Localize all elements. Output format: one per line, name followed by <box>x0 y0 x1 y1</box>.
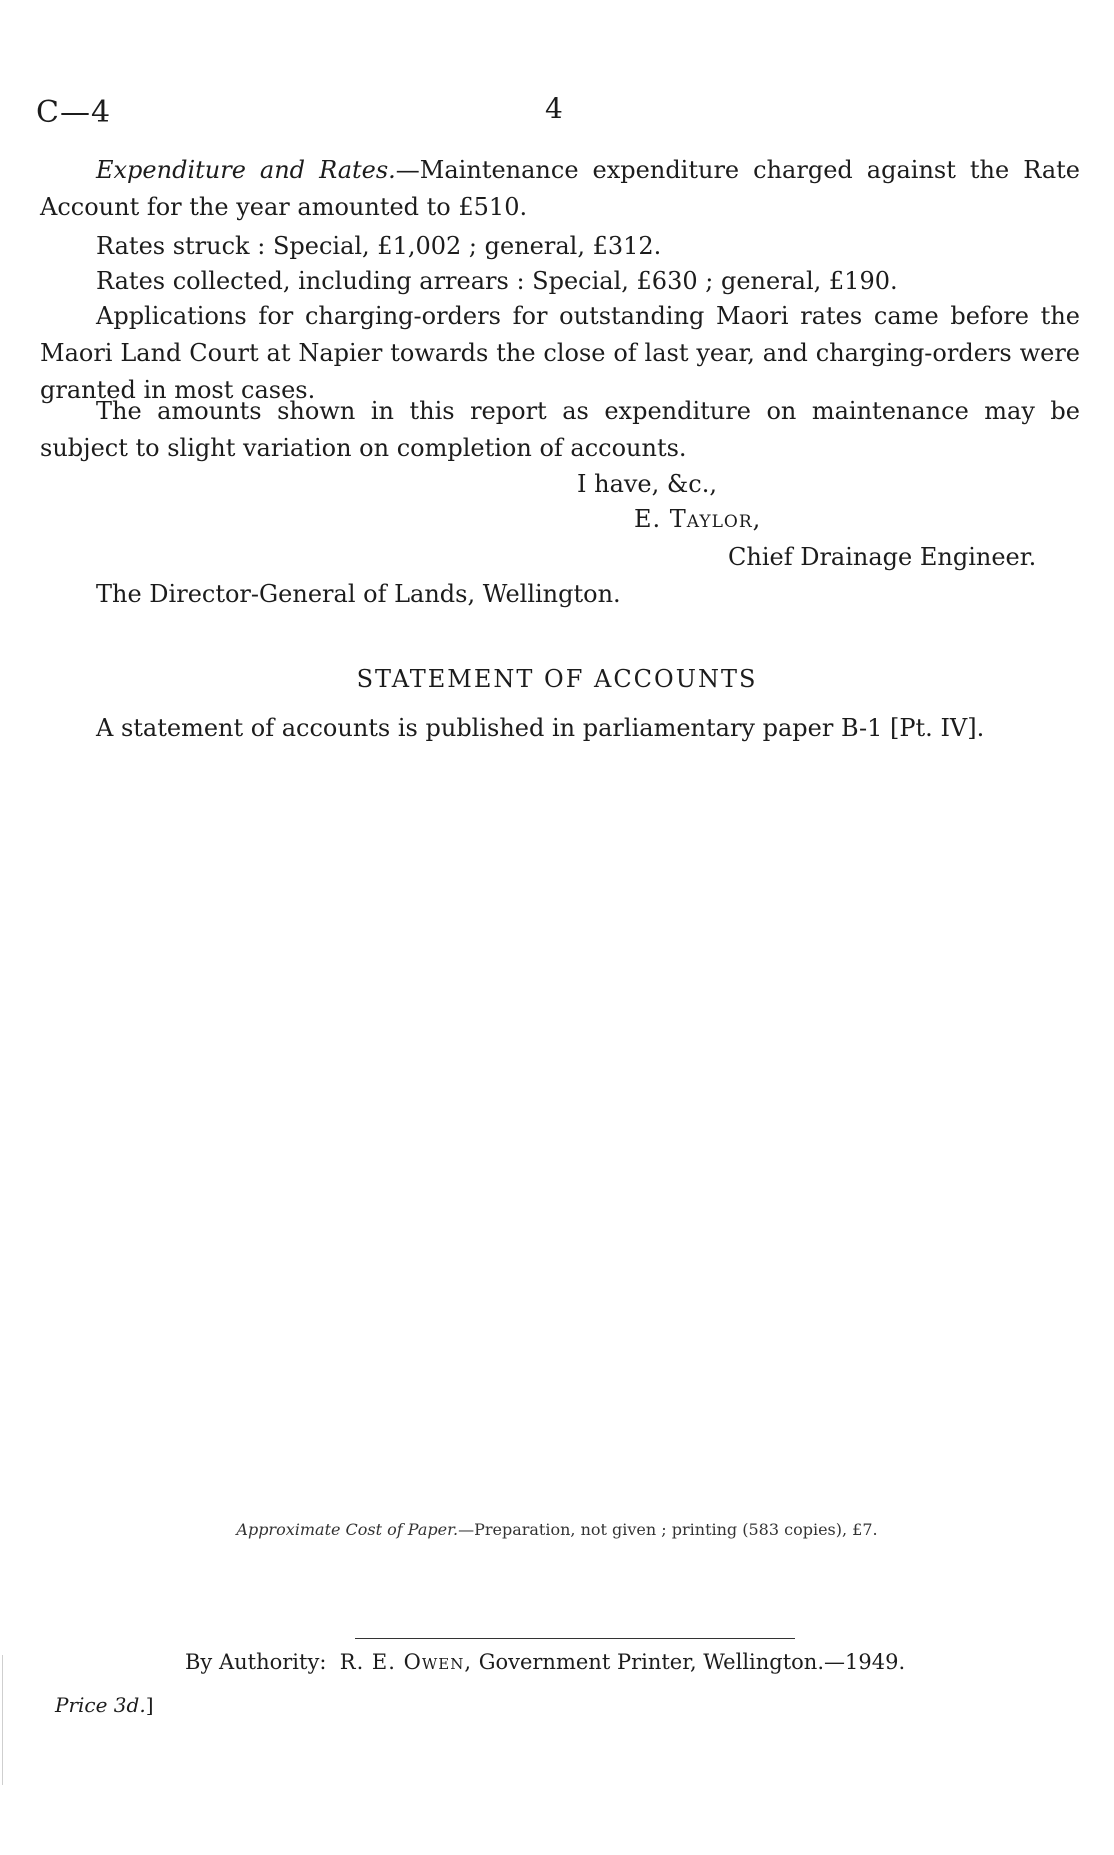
paragraph-text: Rates collected, including arrears : Special, £630 ; general, £190. <box>96 267 898 295</box>
paragraph-rates-struck <box>40 228 1080 265</box>
paragraph-rates-collected <box>40 263 1080 300</box>
document-code: C—4 <box>36 95 112 130</box>
cost-of-paper <box>0 1520 1114 1539</box>
authority-line <box>185 1650 905 1674</box>
addressee: The Director-General of Lands, Wellington. <box>96 580 621 608</box>
paragraph-amounts <box>40 393 1080 467</box>
price-bracket: ] <box>145 1693 154 1717</box>
scan-edge-mark <box>2 1655 3 1785</box>
signature-title: Chief Drainage Engineer. <box>728 543 1037 571</box>
section-body: A statement of accounts is published in parliamentary paper B-1 [Pt. IV]. <box>96 714 985 742</box>
price-line <box>55 1693 154 1717</box>
paragraph-expenditure <box>40 152 1080 226</box>
paragraph-text: Applications for charging-orders for outstanding Maori rates came before the Maori Land Court at Napier towards the close of last year, and charging-orders were granted in most cases. <box>40 302 1080 404</box>
authority-rest: Government Printer, Wellington.—1949. <box>478 1650 906 1674</box>
paragraph-body: —Maintenance expenditure charged against the Rate Account for the year amounted to £510. <box>40 156 1080 221</box>
price-label: Price 3d. <box>55 1693 146 1717</box>
authority-prefix: By Authority: <box>185 1650 327 1674</box>
signature-closing: I have, &c., <box>577 470 717 498</box>
authority-name: R. E. Owen, <box>339 1650 472 1674</box>
section-heading: STATEMENT OF ACCOUNTS <box>356 665 758 693</box>
cost-label: Approximate Cost of Paper. <box>236 1520 459 1539</box>
paragraph-text: Rates struck : Special, £1,002 ; general, £312. <box>96 232 662 260</box>
paragraph-text: The amounts shown in this report as expenditure on maintenance may be subject to slight variation on completion of accounts. <box>40 397 1080 462</box>
cost-text: —Preparation, not given ; printing (583 copies), £7. <box>458 1520 878 1539</box>
signature-name: E. Taylor, <box>634 505 762 533</box>
paragraph-lead: Expenditure and Rates. <box>96 156 396 184</box>
page-number: 4 <box>545 92 563 125</box>
footer-divider <box>355 1638 795 1639</box>
